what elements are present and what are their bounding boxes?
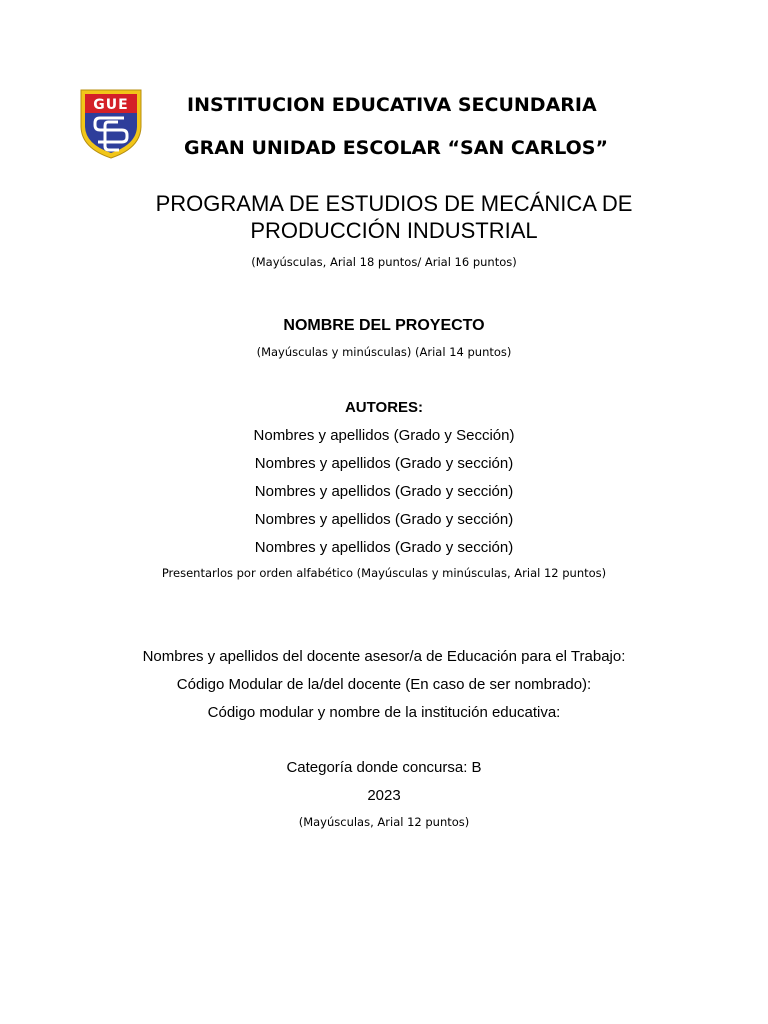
author-line: Nombres y apellidos (Grado y sección) bbox=[254, 455, 514, 472]
author-line: Nombres y apellidos (Grado y Sección) bbox=[253, 427, 515, 444]
author-line: Nombres y apellidos (Grado y sección) bbox=[254, 511, 514, 528]
authors-heading: AUTORES: bbox=[344, 399, 424, 416]
institution-name-line2: GRAN UNIDAD ESCOLAR “SAN CARLOS” bbox=[184, 137, 608, 159]
author-line: Nombres y apellidos (Grado y sección) bbox=[254, 539, 514, 556]
teacher-name-line: Nombres y apellidos del docente asesor/a de Educación para el Trabajo: bbox=[142, 648, 626, 665]
crest-letters: GUE bbox=[93, 97, 129, 113]
footer-format-note: (Mayúsculas, Arial 12 puntos) bbox=[298, 815, 470, 829]
project-title: NOMBRE DEL PROYECTO bbox=[283, 317, 485, 334]
category-line: Categoría donde concursa: B bbox=[286, 759, 482, 776]
school-crest-logo bbox=[78, 86, 144, 160]
teacher-code-line: Código Modular de la/del docente (En caso de ser nombrado): bbox=[176, 676, 592, 693]
authors-format-note: Presentarlos por orden alfabético (Mayúsculas y minúsculas, Arial 12 puntos) bbox=[161, 566, 607, 580]
program-format-note: (Mayúsculas, Arial 18 puntos/ Arial 16 puntos) bbox=[251, 255, 517, 269]
institution-code-line: Código modular y nombre de la institución educativa: bbox=[207, 704, 561, 721]
author-line: Nombres y apellidos (Grado y sección) bbox=[254, 483, 514, 500]
year-line: 2023 bbox=[367, 787, 401, 804]
institution-name-line1: INSTITUCION EDUCATIVA SECUNDARIA bbox=[187, 94, 597, 116]
program-title: PROGRAMA DE ESTUDIOS DE MECÁNICA DE PRODUCCIÓN INDUSTRIAL bbox=[155, 191, 633, 243]
project-format-note: (Mayúsculas y minúsculas) (Arial 14 puntos) bbox=[256, 345, 512, 359]
